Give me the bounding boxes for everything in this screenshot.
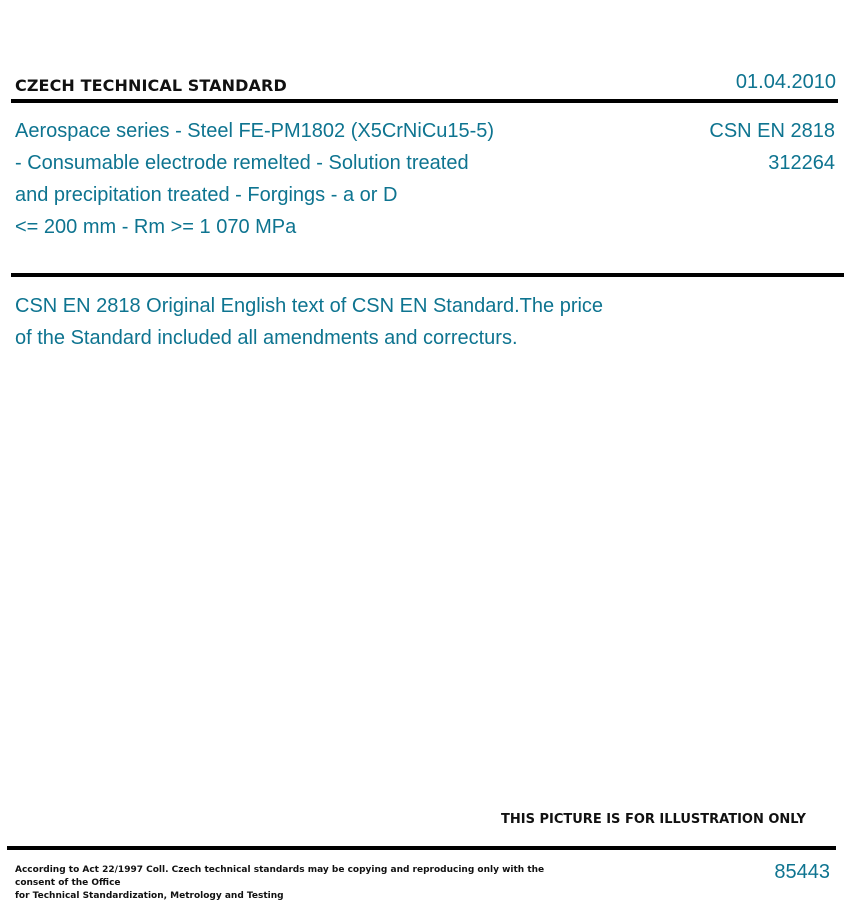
legal-line: for Technical Standardization, Metrology and Testing: [15, 891, 284, 901]
standard-identifiers: [709, 115, 835, 179]
standard-title-line: <= 200 mm - Rm >= 1 070 MPa: [15, 216, 297, 238]
footer-divider: [7, 846, 836, 850]
description-line: CSN EN 2818 Original English text of CSN EN Standard.The price: [15, 295, 604, 317]
publication-date: 01.04.2010: [735, 71, 836, 93]
standard-number: 312264: [768, 152, 835, 174]
standard-description: [15, 290, 675, 354]
illustration-notice: THIS PICTURE IS FOR ILLUSTRATION ONLY: [501, 812, 806, 827]
legal-line: According to Act 22/1997 Coll. Czech technical standards may be copying and reproducing only with the consent of the Office: [15, 865, 545, 888]
standard-code: CSN EN 2818: [709, 120, 835, 142]
standard-title-line: - Consumable electrode remelted - Solution treated: [15, 152, 469, 174]
standard-title-line: Aerospace series - Steel FE-PM1802 (X5CrNiCu15-5): [15, 120, 495, 142]
catalog-number: 85443: [774, 861, 830, 883]
standard-title-line: and precipitation treated - Forgings - a or D: [15, 184, 398, 206]
header-divider: [11, 99, 838, 103]
legal-notice: [15, 864, 575, 903]
document-header-label: CZECH TECHNICAL STANDARD: [15, 76, 287, 95]
standard-title: [15, 115, 655, 243]
description-line: of the Standard included all amendments and correcturs.: [15, 327, 518, 349]
title-divider: [11, 273, 844, 277]
